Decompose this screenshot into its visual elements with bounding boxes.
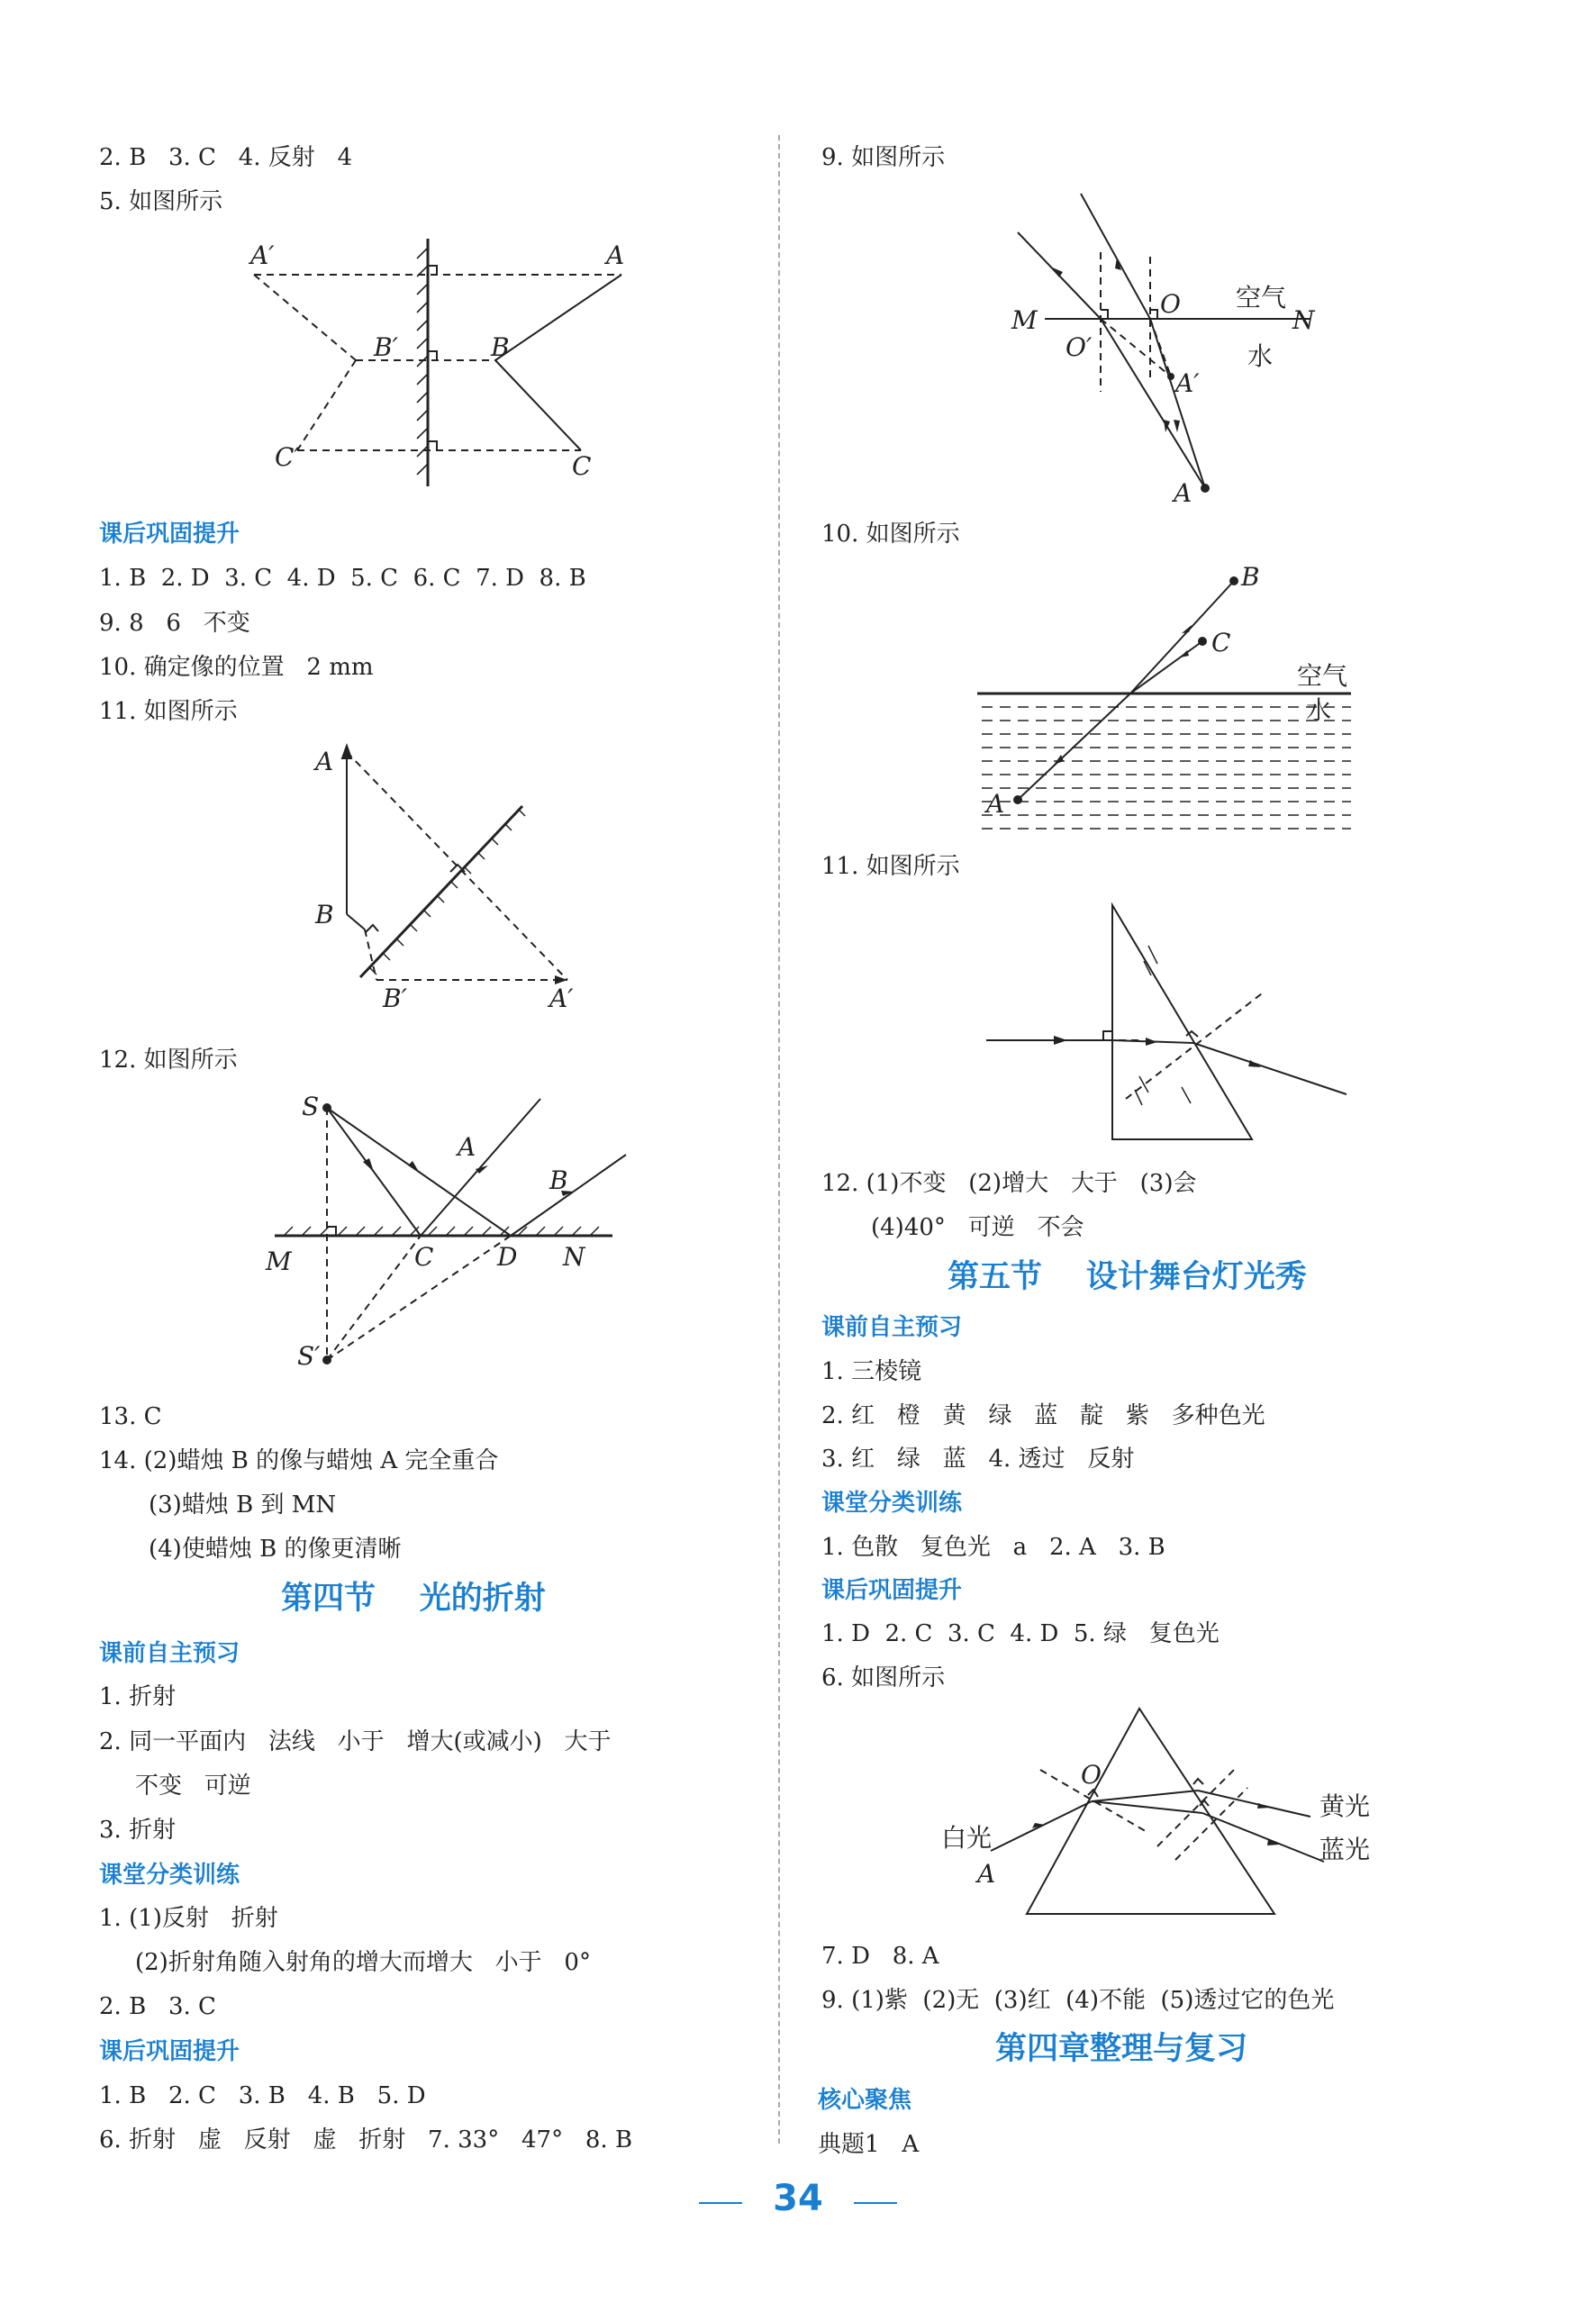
answer-line: 9. 8 6 不变 — [99, 610, 250, 637]
answer-line: 3. 红 绿 蓝 4. 透过 反射 — [821, 1446, 1135, 1473]
label-n: N — [563, 1242, 585, 1272]
answer-line: (4)使蜡烛 B 的像更清晰 — [149, 1536, 402, 1563]
label-a: A — [977, 1859, 996, 1889]
label-air: 空气 — [1297, 661, 1348, 691]
answer-line: 1. B 2. C 3. B 4. B 5. D — [99, 2082, 426, 2109]
label-c: C — [1211, 628, 1231, 657]
answer-line: 12. 如图所示 — [99, 1047, 238, 1074]
label-white-light: 白光 — [941, 1823, 993, 1853]
label-s-prime: S′ — [297, 1341, 321, 1371]
answer-line: 9. (1)紫 (2)无 (3)红 (4)不能 (5)透过它的色光 — [821, 1987, 1335, 2014]
label-n: N — [1292, 305, 1315, 335]
answer-line: 13. C — [99, 1403, 162, 1430]
answer-line: (2)折射角随入射角的增大而增大 小于 0° — [135, 1949, 591, 1976]
answer-line: 6. 如图所示 — [821, 1664, 946, 1691]
page-number: 34 — [773, 2178, 823, 2219]
answer-line: 典题1 A — [818, 2131, 920, 2158]
section-heading: 课前自主预习 — [99, 1640, 240, 1667]
answer-line: 1. B 2. D 3. C 4. D 5. C 6. C 7. D 8. B — [99, 565, 586, 592]
label-m: M — [1011, 305, 1038, 335]
answer-line: 1. 三棱镜 — [821, 1358, 922, 1385]
label-a: A — [315, 747, 334, 776]
section-title: 第五节 设计舞台灯光秀 — [948, 1259, 1307, 1295]
label-m: M — [266, 1247, 292, 1276]
label-o-prime: O′ — [1066, 332, 1093, 362]
label-c-prime: C′ — [275, 442, 300, 472]
label-blue-light: 蓝光 — [1319, 1835, 1371, 1864]
section-heading: 课堂分类训练 — [821, 1490, 963, 1517]
figure-plane-mirror-ab — [306, 739, 603, 1013]
answer-line: 5. 如图所示 — [99, 188, 223, 215]
section-heading: 核心聚焦 — [818, 2087, 912, 2114]
label-o: O — [1081, 1760, 1102, 1790]
answer-line: 1. 色散 复色光 a 2. A 3. B — [821, 1534, 1165, 1561]
figure-prism-dispersion — [928, 1698, 1432, 1923]
column-divider — [778, 135, 780, 2144]
answer-line: 2. B 3. C 4. 反射 4 — [99, 144, 353, 171]
label-water: 水 — [1306, 695, 1332, 725]
label-s: S — [302, 1092, 320, 1121]
page-number-dash — [854, 2202, 897, 2204]
answer-line: 1. 折射 — [99, 1683, 177, 1710]
answer-line: 11. 如图所示 — [99, 698, 238, 725]
section-title: 第四节 光的折射 — [281, 1581, 546, 1617]
answer-line: (4)40° 可逆 不会 — [871, 1214, 1084, 1241]
label-b-prime: B′ — [383, 984, 407, 1013]
label-a: A — [606, 240, 625, 270]
label-air: 空气 — [1236, 283, 1287, 313]
label-c: C — [572, 451, 592, 481]
label-c: C — [414, 1242, 434, 1272]
section-heading: 课后巩固提升 — [99, 2038, 240, 2065]
label-b-prime: B′ — [374, 332, 398, 362]
answer-line: 12. (1)不变 (2)增大 大于 (3)会 — [821, 1170, 1197, 1197]
answer-line: 10. 如图所示 — [821, 521, 960, 548]
label-a: A — [986, 789, 1005, 819]
label-o: O — [1160, 289, 1181, 319]
section-heading: 课后巩固提升 — [821, 1577, 963, 1604]
label-d: D — [497, 1242, 518, 1272]
label-b: B — [491, 332, 510, 362]
answer-line: 不变 可逆 — [135, 1773, 251, 1800]
label-a-prime: A′ — [549, 984, 574, 1013]
answer-line: 10. 确定像的位置 2 mm — [99, 654, 374, 681]
label-a-prime: A′ — [1175, 368, 1200, 398]
figure-water-surface — [973, 558, 1360, 847]
label-b: B — [549, 1165, 568, 1195]
answer-line: 9. 如图所示 — [821, 144, 946, 171]
label-b: B — [1241, 562, 1260, 592]
section-heading: 课堂分类训练 — [99, 1862, 240, 1889]
answer-line: 1. (1)反射 折射 — [99, 1905, 278, 1932]
answer-line: (3)蜡烛 B 到 MN — [149, 1492, 337, 1519]
label-water: 水 — [1247, 341, 1274, 371]
figure-refraction-mn — [1000, 180, 1333, 513]
label-a: A — [1174, 478, 1192, 508]
answer-line: 2. B 3. C — [99, 1993, 216, 2020]
answer-line: 7. D 8. A — [821, 1943, 939, 1970]
section-heading: 课前自主预习 — [821, 1314, 963, 1341]
figure-reflection-s — [252, 1090, 639, 1378]
answer-line: 14. (2)蜡烛 B 的像与蜡烛 A 完全重合 — [99, 1447, 499, 1474]
answer-line: 3. 折射 — [99, 1817, 177, 1844]
answer-line: 1. D 2. C 3. C 4. D 5. 绿 复色光 — [821, 1620, 1220, 1647]
label-a: A — [458, 1132, 476, 1162]
label-b: B — [315, 900, 334, 929]
label-a-prime: A′ — [250, 240, 275, 270]
section-title: 第四章整理与复习 — [995, 2031, 1248, 2067]
answer-line: 11. 如图所示 — [821, 853, 960, 880]
answer-line: 2. 同一平面内 法线 小于 增大(或减小) 大于 — [99, 1728, 612, 1755]
answer-line: 2. 红 橙 黄 绿 蓝 靛 紫 多种色光 — [821, 1402, 1265, 1429]
figure-prism-refraction — [982, 896, 1360, 1148]
label-yellow-light: 黄光 — [1319, 1791, 1371, 1821]
section-heading: 课后巩固提升 — [99, 521, 240, 548]
answer-line: 6. 折射 虚 反射 虚 折射 7. 33° 47° 8. B — [99, 2126, 633, 2153]
figure-mirror-image — [243, 230, 657, 491]
